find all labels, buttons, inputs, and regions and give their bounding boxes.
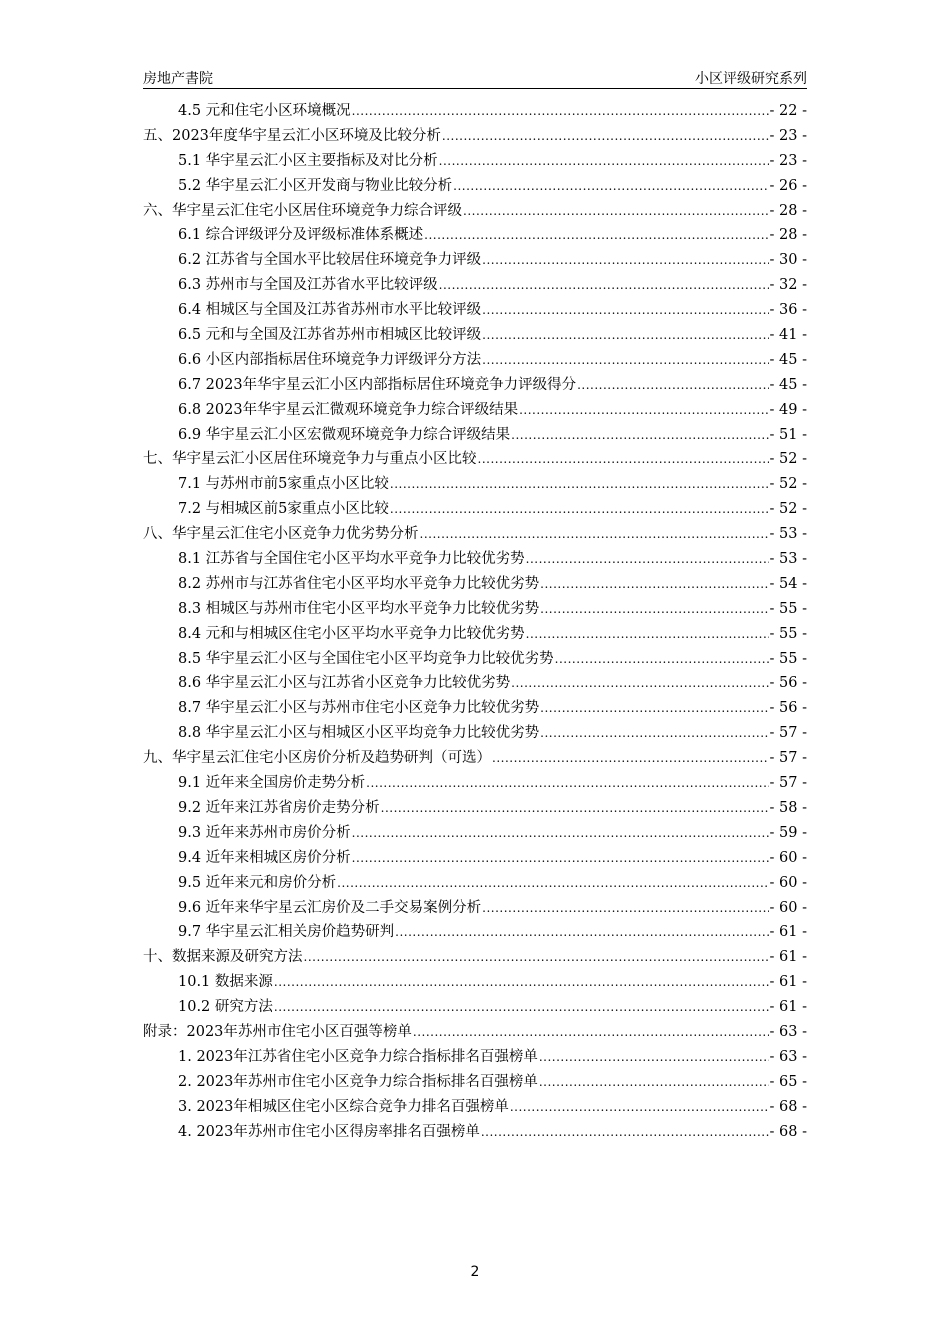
toc-entry-page: - 55 - [769,650,807,667]
toc-entry-page: - 30 - [769,252,807,269]
toc-entry-page: - 55 - [769,600,807,617]
toc-entry[interactable] [143,248,807,273]
toc-entry-page: - 60 - [769,899,807,916]
toc-dot-leader [540,577,768,591]
page-number: 2 [470,1264,480,1280]
table-of-contents [143,99,807,1144]
toc-entry-title: 5.1 华宇星云汇小区主要指标及对比分析 [178,152,438,169]
toc-entry-page: - 63 - [769,1023,807,1040]
toc-entry-page: - 56 - [769,700,807,717]
toc-dot-leader [577,378,768,392]
toc-entry-title: 9.2 近年来江苏省房价走势分析 [178,799,380,816]
toc-entry[interactable] [143,1095,807,1120]
toc-entry-title: 3. 2023年相城区住宅小区综合竞争力排名百强榜单 [178,1098,509,1115]
toc-entry[interactable] [143,298,807,323]
toc-entry-page: - 65 - [769,1073,807,1090]
toc-dot-leader [420,527,769,541]
toc-entry[interactable] [143,821,807,846]
toc-entry[interactable] [143,846,807,871]
toc-entry-title: 6.3 苏州市与全国及江苏省水平比较评级 [178,277,438,294]
toc-entry-title: 6.1 综合评级评分及评级标准体系概述 [178,227,424,244]
toc-entry-page: - 63 - [769,1048,807,1065]
toc-dot-leader [366,776,768,790]
toc-dot-leader [453,179,768,193]
toc-dot-leader [424,228,768,242]
toc-entry[interactable] [143,1120,807,1145]
toc-entry-page: - 28 - [769,227,807,244]
toc-dot-leader [390,502,769,516]
toc-entry[interactable] [143,398,807,423]
toc-entry[interactable] [143,423,807,448]
toc-entry-title: 6.9 华宇星云汇小区宏微观环境竞争力综合评级结果 [178,426,511,443]
toc-dot-leader [478,452,769,466]
toc-entry[interactable] [143,447,807,472]
toc-entry-title: 6.6 小区内部指标居住环境竞争力评级评分方法 [178,351,482,368]
toc-entry[interactable] [143,1070,807,1095]
toc-entry[interactable] [143,1020,807,1045]
toc-entry[interactable] [143,572,807,597]
toc-entry-page: - 58 - [769,799,807,816]
toc-dot-leader [395,925,768,939]
toc-dot-leader [540,602,768,616]
toc-entry-page: - 23 - [769,127,807,144]
toc-entry-page: - 57 - [769,775,807,792]
toc-entry-page: - 51 - [769,426,807,443]
toc-entry-title: 7.2 与相城区前5家重点小区比较 [178,501,389,518]
toc-entry-page: - 32 - [769,277,807,294]
toc-entry-title: 4. 2023年苏州市住宅小区得房率排名百强榜单 [178,1123,480,1140]
toc-entry[interactable] [143,647,807,672]
toc-dot-leader [492,751,769,765]
toc-entry-title: 9.6 近年来华宇星云汇房价及二手交易案例分析 [178,899,482,916]
toc-dot-leader [539,1050,769,1064]
toc-entry[interactable] [143,896,807,921]
toc-dot-leader [482,253,768,267]
toc-entry-page: - 61 - [769,949,807,966]
toc-dot-leader [442,129,769,143]
toc-entry-title: 8.5 华宇星云汇小区与全国住宅小区平均竞争力比较优劣势 [178,650,554,667]
toc-entry[interactable] [143,547,807,572]
toc-dot-leader [539,1075,769,1089]
toc-entry-title: 9.1 近年来全国房价走势分析 [178,775,366,792]
toc-entry-page: - 68 - [769,1098,807,1115]
toc-dot-leader [439,278,769,292]
toc-entry-title: 8.8 华宇星云汇小区与相城区小区平均竞争力比较优劣势 [178,725,540,742]
toc-entry[interactable] [143,671,807,696]
toc-entry-title: 8.2 苏州市与江苏省住宅小区平均水平竞争力比较优劣势 [178,575,540,592]
toc-entry-page: - 45 - [769,351,807,368]
toc-dot-leader [482,353,768,367]
toc-dot-leader [482,901,768,915]
toc-entry-title: 8.4 元和与相城区住宅小区平均水平竞争力比较优劣势 [178,625,525,642]
toc-entry-title: 9.4 近年来相城区房价分析 [178,849,351,866]
toc-entry-page: - 52 - [769,451,807,468]
toc-dot-leader [510,1100,769,1114]
toc-entry[interactable] [143,522,807,547]
page-header [143,66,807,89]
toc-entry-page: - 55 - [769,625,807,642]
toc-entry-title: 9.7 华宇星云汇相关房价趋势研判 [178,924,395,941]
toc-entry[interactable] [143,945,807,970]
toc-entry-page: - 68 - [769,1123,807,1140]
toc-entry-page: - 54 - [769,575,807,592]
toc-dot-leader [274,1000,769,1014]
toc-entry[interactable] [143,373,807,398]
toc-entry[interactable] [143,199,807,224]
toc-dot-leader [413,1025,769,1039]
toc-entry-title: 8.6 华宇星云汇小区与江苏省小区竞争力比较优劣势 [178,675,511,692]
toc-entry-title: 九、华宇星云汇住宅小区房价分析及趋势研判（可选） [143,750,491,767]
toc-entry[interactable] [143,920,807,945]
toc-entry-page: - 52 - [769,501,807,518]
toc-dot-leader [482,328,768,342]
toc-dot-leader [540,726,768,740]
toc-entry-title: 五、2023年度华宇星云汇小区环境及比较分析 [143,127,441,144]
toc-entry-page: - 61 - [769,974,807,991]
toc-dot-leader [482,303,768,317]
toc-dot-leader [304,950,769,964]
toc-entry-page: - 49 - [769,401,807,418]
toc-dot-leader [540,701,768,715]
toc-entry-page: - 61 - [769,999,807,1016]
toc-entry[interactable] [143,995,807,1020]
toc-entry[interactable] [143,174,807,199]
header-publisher: 房地产書院 [143,71,213,87]
toc-entry-title: 8.1 江苏省与全国住宅小区平均水平竞争力比较优劣势 [178,551,525,568]
toc-entry[interactable] [143,746,807,771]
toc-dot-leader [519,403,768,417]
toc-dot-leader [511,676,768,690]
toc-dot-leader [390,477,769,491]
toc-entry-page: - 61 - [769,924,807,941]
toc-entry[interactable] [143,1045,807,1070]
toc-entry-title: 6.7 2023年华宇星云汇小区内部指标居住环境竞争力评级得分 [178,376,577,393]
toc-dot-leader [526,627,769,641]
toc-dot-leader [526,552,769,566]
toc-dot-leader [337,876,768,890]
toc-entry[interactable] [143,597,807,622]
toc-entry-title: 7.1 与苏州市前5家重点小区比较 [178,476,389,493]
toc-entry-title: 4.5 元和住宅小区环境概况 [178,103,351,119]
toc-entry[interactable] [143,622,807,647]
toc-dot-leader [555,652,769,666]
toc-entry-title: 8.3 相城区与苏州市住宅小区平均水平竞争力比较优劣势 [178,600,540,617]
toc-entry[interactable] [143,124,807,149]
toc-dot-leader [352,104,769,118]
toc-entry[interactable] [143,348,807,373]
toc-entry-title: 8.7 华宇星云汇小区与苏州市住宅小区竞争力比较优劣势 [178,700,540,717]
toc-entry-title: 1. 2023年江苏省住宅小区竞争力综合指标排名百强榜单 [178,1048,538,1065]
toc-dot-leader [463,204,769,218]
toc-entry-title: 附录：2023年苏州市住宅小区百强等榜单 [143,1023,412,1040]
toc-entry[interactable] [143,970,807,995]
toc-entry-page: - 41 - [769,327,807,344]
toc-entry-page: - 53 - [769,526,807,543]
toc-entry[interactable] [143,223,807,248]
toc-dot-leader [511,428,768,442]
toc-entry-title: 八、华宇星云汇住宅小区竞争力优劣势分析 [143,526,419,543]
toc-dot-leader [481,1125,769,1139]
toc-entry-title: 6.8 2023年华宇星云汇微观环境竞争力综合评级结果 [178,401,519,418]
toc-entry-page: - 22 - [769,103,807,119]
toc-entry-page: - 23 - [769,152,807,169]
toc-entry[interactable] [143,323,807,348]
toc-entry-title: 十、数据来源及研究方法 [143,949,303,966]
toc-entry[interactable] [143,273,807,298]
toc-entry-page: - 57 - [769,750,807,767]
toc-entry-title: 10.2 研究方法 [178,999,273,1016]
toc-entry-page: - 60 - [769,874,807,891]
toc-dot-leader [274,975,769,989]
toc-entry-page: - 59 - [769,824,807,841]
toc-entry-page: - 36 - [769,302,807,319]
toc-entry-title: 6.2 江苏省与全国水平比较居住环境竞争力评级 [178,252,482,269]
toc-entry[interactable] [143,796,807,821]
toc-entry-title: 6.4 相城区与全国及江苏省苏州市水平比较评级 [178,302,482,319]
toc-entry[interactable] [143,497,807,522]
toc-entry-page: - 28 - [769,202,807,219]
toc-entry-page: - 45 - [769,376,807,393]
toc-entry[interactable] [143,771,807,796]
toc-dot-leader [381,801,769,815]
toc-entry-page: - 53 - [769,551,807,568]
toc-entry-title: 5.2 华宇星云汇小区开发商与物业比较分析 [178,177,453,194]
toc-entry-page: - 52 - [769,476,807,493]
toc-entry-page: - 57 - [769,725,807,742]
header-series-title: 小区评级研究系列 [695,71,807,87]
toc-entry[interactable] [143,696,807,721]
toc-dot-leader [352,851,769,865]
toc-entry-title: 9.5 近年来元和房价分析 [178,874,337,891]
toc-entry-title: 9.3 近年来苏州市房价分析 [178,824,351,841]
toc-dot-leader [439,154,769,168]
toc-entry-page: - 26 - [769,177,807,194]
toc-entry-title: 七、华宇星云汇小区居住环境竞争力与重点小区比较 [143,451,477,468]
toc-entry[interactable] [143,472,807,497]
toc-entry-title: 6.5 元和与全国及江苏省苏州市相城区比较评级 [178,327,482,344]
toc-entry-title: 10.1 数据来源 [178,974,273,991]
toc-dot-leader [352,826,769,840]
toc-entry[interactable] [143,871,807,896]
toc-entry-page: - 60 - [769,849,807,866]
toc-entry[interactable] [143,721,807,746]
toc-entry-title: 2. 2023年苏州市住宅小区竞争力综合指标排名百强榜单 [178,1073,538,1090]
toc-entry-page: - 56 - [769,675,807,692]
toc-entry-title: 六、华宇星云汇住宅小区居住环境竞争力综合评级 [143,202,462,219]
toc-entry[interactable] [143,99,807,124]
toc-entry[interactable] [143,149,807,174]
